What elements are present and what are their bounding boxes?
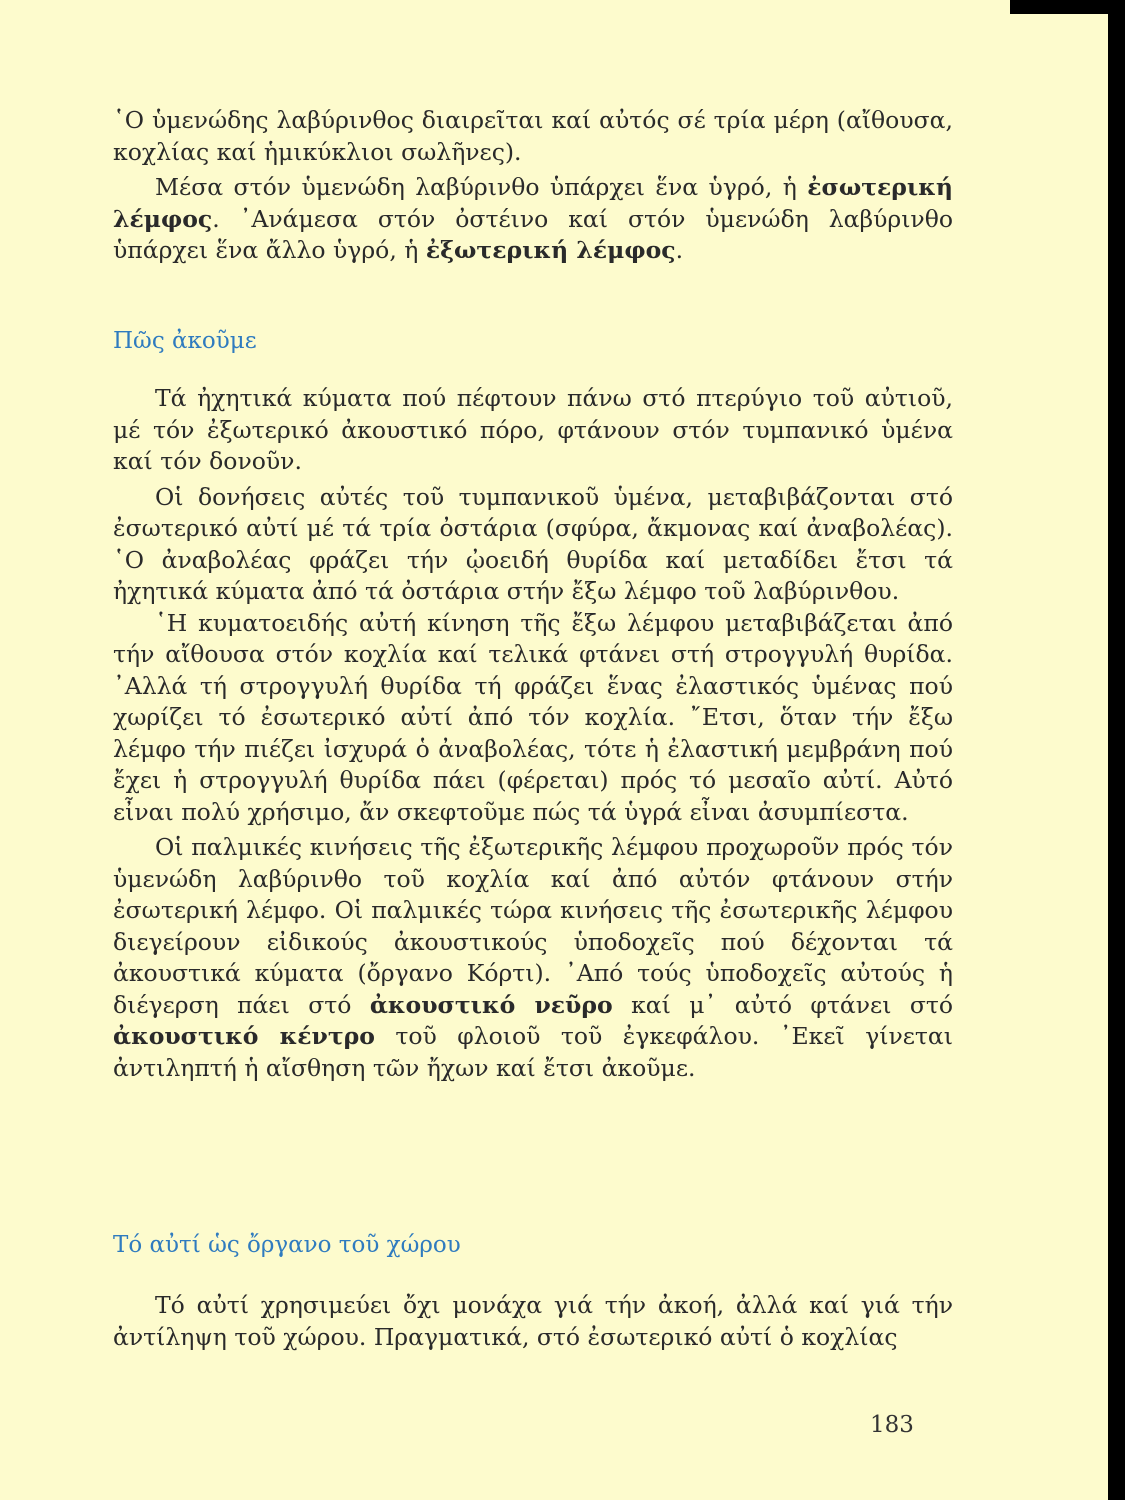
intro-text-block xyxy=(113,105,953,267)
page-number: 183 xyxy=(870,1412,914,1438)
bold-term: ἐξωτερική λέμφος xyxy=(425,236,676,264)
section-heading-how-we-hear: Πῶς ἀκοῦμε xyxy=(113,328,257,354)
section-heading-ear-space: Τό αὐτί ὡς ὄργανο τοῦ χώρου xyxy=(113,1232,461,1258)
space-text-block xyxy=(113,1290,953,1353)
hearing-text-block xyxy=(113,383,953,1084)
paragraph: Οἱ δονήσεις αὐτές τοῦ τυμπανικοῦ ὑμένα, μεταβιβάζονται στό ἐσωτερικό αὐτί μέ τά τρία ὀστάρια (σφύρα, ἄκμονας καί ἀναβολέας). ῾Ο ἀναβολέας φράζει τήν ᾠοειδή θυρίδα καί μεταδίδει ἔτσι τά ἠχητικά κύματα ἀπό τά ὀστάρια στήν ἔξω λέμφο τοῦ λαβύρινθου. xyxy=(113,482,953,605)
paragraph: Τό αὐτί χρησιμεύει ὄχι μονάχα γιά τήν ἀκοή, ἀλλά καί γιά τήν ἀντίληψη τοῦ χώρου. Πραγματικά, στό ἐσωτερικό αὐτί ὁ κοχλίας xyxy=(113,1291,953,1351)
bold-term: ἀκουστικό κέντρο xyxy=(113,1022,375,1050)
paragraph: Τά ἠχητικά κύματα πού πέφτουν πάνω στό πτερύγιο τοῦ αὐτιοῦ, μέ τόν ἐξωτερικό ἀκουστικό πόρο, φτάνουν στόν τυμπανικό ὑμένα καί τόν δονοῦν. xyxy=(113,384,953,475)
paragraph: Οἱ παλμικές κινήσεις τῆς ἐξωτερικῆς λέμφου προχωροῦν πρός τόν ὑμενώδη λαβύρινθο τοῦ κοχλία καί ἀπό αὐτόν φτάνουν στήν ἐσωτερική λέμφο. Οἱ παλμικές τώρα κινήσεις τῆς ἐσωτερικῆς λέμφου διεγείρουν εἰδικούς ἀκουστικούς ὑποδοχεῖς πού δέχονται τά ἀκουστικά κύματα (ὄργανο Κόρτι). ᾿Από τούς ὑποδοχεῖς αὐτούς ἡ διέγερση πάει στό ἀκουστικό νεῦρο καί μ᾿ αὐτό φτάνει στό ἀκουστικό κέντρο τοῦ φλοιοῦ τοῦ ἐγκεφάλου. ᾿Εκεῖ γίνεται ἀντιληπτή ἡ αἴσθηση τῶν ἤχων καί ἔτσι ἀκοῦμε. xyxy=(113,833,954,1082)
scan-edge-right xyxy=(1108,0,1125,1500)
scan-edge-top xyxy=(1010,0,1125,14)
paragraph: ῾Η κυματοειδής αὐτή κίνηση τῆς ἔξω λέμφου μεταβιβάζεται ἀπό τήν αἴθουσα στόν κοχλία καί τελικά φτάνει στή στρογγυλή θυρίδα. ᾿Αλλά τή στρογγυλή θυρίδα τή φράζει ἕνας ἐλαστικός ὑμένας πού χωρίζει τό ἐσωτερικό αὐτί ἀπό τόν κοχλία. ῎Ετσι, ὅταν τήν ἔξω λέμφο τήν πιέζει ἰσχυρά ὁ ἀναβολέας, τότε ἡ ἐλαστική μεμβράνη πού ἔχει ἡ στρογγυλή θυρίδα πάει (φέρεται) πρός τό μεσαῖο αὐτί. Αὐτό εἶναι πολύ χρήσιμο, ἄν σκεφτοῦμε πώς τά ὑγρά εἶναι ἀσυμπίεστα. xyxy=(113,608,953,826)
paragraph: Μέσα στόν ὑμενώδη λαβύρινθο ὑπάρχει ἕνα ὑγρό, ἡ ἐσωτερική λέμφος. ᾿Ανάμεσα στόν ὀστέινο καί στόν ὑμενώδη λαβύρινθο ὑπάρχει ἕνα ἄλλο ὑγρό, ἡ ἐξωτερική λέμφος. xyxy=(113,173,953,264)
bold-term: ἐσωτερική λέμφος xyxy=(113,173,953,233)
bold-term: ἀκουστικό νεῦρο xyxy=(369,990,613,1019)
paragraph: ῾Ο ὑμενώδης λαβύρινθος διαιρεῖται καί αὐτός σέ τρία μέρη (αἴθουσα, κοχλίας καί ἡμικύκλιοι σωλῆνες). xyxy=(113,106,953,166)
